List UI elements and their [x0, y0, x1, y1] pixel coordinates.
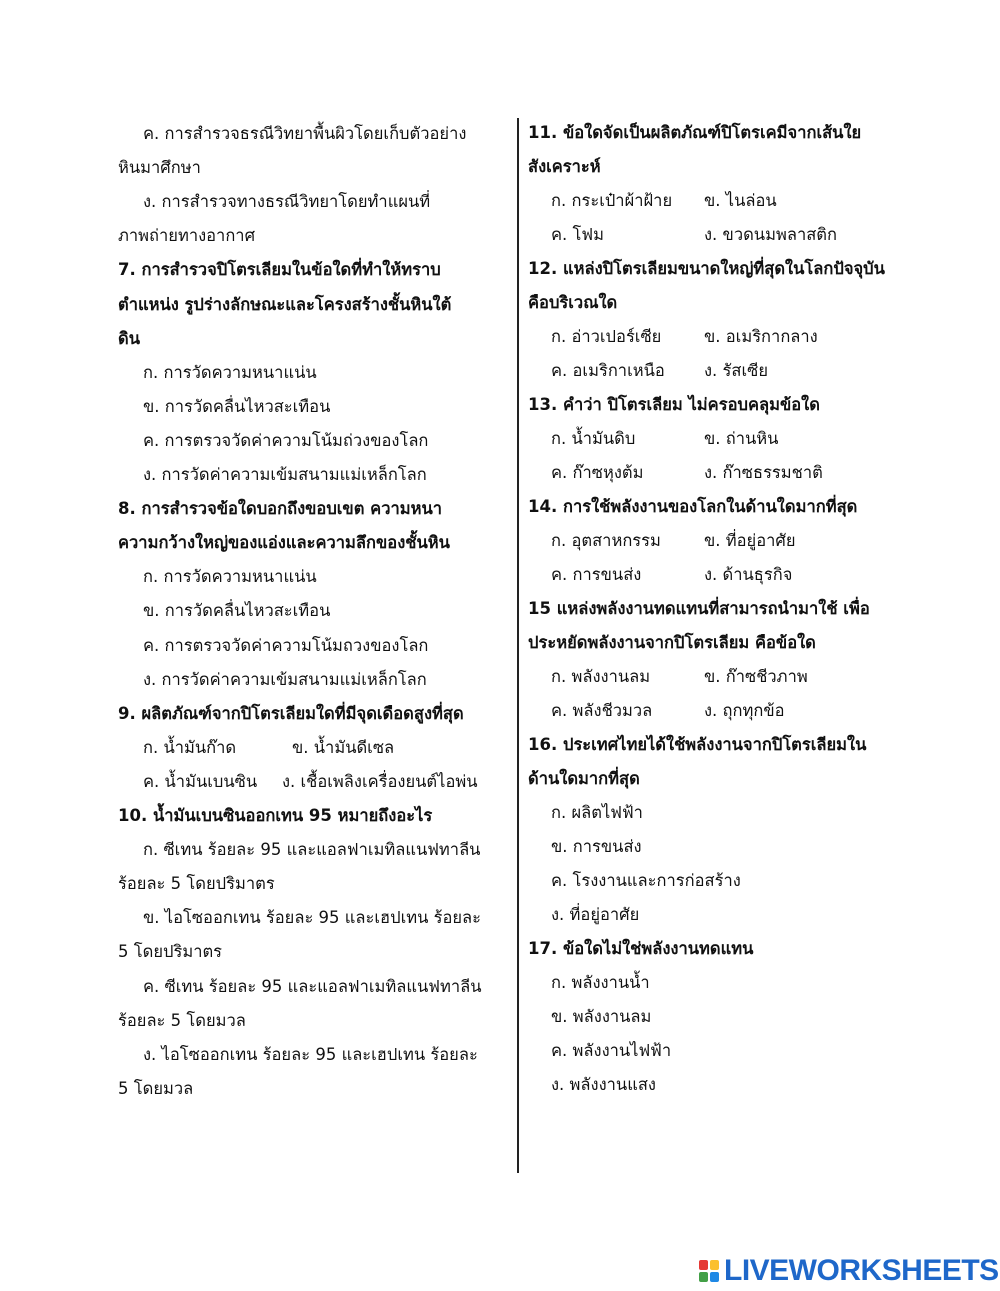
answer-option: ค. พลังงานไฟฟ้า — [551, 1041, 672, 1060]
answer-option: ง. ที่อยู่อาศัย — [551, 905, 640, 924]
question-text: 12. แหล่งปิโตรเลียมขนาดใหญ่ที่สุดในโลกปัจจุบัน — [528, 259, 885, 278]
answer-option: ก. ผลิตไฟฟ้า — [551, 803, 643, 822]
question-text: ด้านใดมากที่สุด — [528, 769, 640, 788]
answer-option: ข. ก๊าซชีวภาพ — [704, 667, 808, 686]
question-text: 16. ประเทศไทยได้ใช้พลังงานจากปิโตรเลียมใน — [528, 735, 867, 754]
brand-name: LIVEWORKSHEETS — [724, 1254, 999, 1287]
column-divider — [517, 118, 519, 1173]
answer-option: ค. การขนส่ง — [551, 565, 642, 584]
answer-option: ข. อเมริกากลาง — [704, 327, 818, 346]
answer-option: ค. การสำรวจธรณีวิทยาพื้นผิวโดยเก็บตัวอย่าง — [143, 124, 467, 143]
answer-option: ง. การสำรวจทางธรณีวิทยาโดยทำแผนที่ — [143, 192, 431, 212]
answer-option: ก. น้ำมันดิบ — [551, 429, 636, 448]
answer-option: ก. พลังงานน้ำ — [551, 973, 650, 992]
question-text: คือบริเวณใด — [528, 293, 618, 312]
answer-option: ข. การขนส่ง — [551, 837, 642, 856]
question-text: 9. ผลิตภัณฑ์จากปิโตรเลียมใดที่มีจุดเดือดสูงที่สุด — [118, 703, 464, 723]
answer-option: ก. ซีเทน ร้อยละ 95 และแอลฟาเมทิลแนฟทาลีน — [143, 840, 481, 860]
question-text: 7. การสำรวจปิโตรเลียมในข้อใดที่ทำให้ทราบ — [118, 260, 441, 280]
answer-option: ก. อ่าวเปอร์เซีย — [551, 327, 662, 346]
answer-option: ค. พลังชีวมวล — [551, 701, 653, 720]
question-text: 15 แหล่งพลังงานทดแทนที่สามารถนำมาใช้ เพื่อ — [528, 599, 870, 618]
answer-option: ง. เชื้อเพลิงเครื่องยนต์ไอพ่น — [282, 771, 478, 791]
answer-option: ข. ไอโซออกเทน ร้อยละ 95 และเฮปเทน ร้อยละ — [143, 908, 482, 928]
answer-option: ง. พลังงานแสง — [551, 1075, 656, 1094]
answer-option: ค. น้ำมันเบนซิน — [143, 771, 258, 791]
answer-option: ค. ซีเทน ร้อยละ 95 และแอลฟาเมทิลแนฟทาลีน — [143, 976, 482, 996]
answer-option: ข. ที่อยู่อาศัย — [704, 531, 796, 550]
answer-option: ง. ไอโซออกเทน ร้อยละ 95 และเฮปเทน ร้อยละ — [143, 1044, 478, 1064]
answer-option: ข. ถ่านหิน — [704, 429, 779, 448]
question-text: 11. ข้อใดจัดเป็นผลิตภัณฑ์ปิโตรเคมีจากเส้นใย — [528, 123, 862, 142]
text-line: 5 โดยมวล — [118, 1078, 194, 1098]
question-text: สังเคราะห์ — [528, 157, 601, 176]
text-line: หินมาศึกษา — [118, 158, 201, 178]
text-line: ภาพถ่ายทางอากาศ — [118, 226, 256, 246]
question-text: ตำแหน่ง รูปร่างลักษณะและโครงสร้างชั้นหินใต้ — [118, 294, 452, 314]
question-text: 10. น้ำมันเบนซินออกเทน 95 หมายถึงอะไร — [118, 806, 433, 825]
question-text: 8. การสำรวจข้อใดบอกถึงขอบเขต ความหนา — [118, 499, 443, 519]
question-text: ความกว้างใหญ่ของแอ่งและความลึกของชั้นหิน — [118, 533, 450, 553]
answer-option: ง. ถุกทุกข้อ — [704, 701, 785, 720]
answer-option: ง. การวัดค่าความเข้มสนามแม่เหล็กโลก — [143, 669, 427, 689]
text-line: ร้อยละ 5 โดยปริมาตร — [118, 874, 275, 894]
answer-option: ค. โฟม — [551, 225, 604, 244]
answer-option: ก. พลังงานลม — [551, 667, 651, 686]
question-text: 14. การใช้พลังงานของโลกในด้านใดมากที่สุด — [528, 497, 858, 516]
question-text: ประหยัดพลังงานจากปิโตรเลียม คือข้อใด — [528, 633, 816, 652]
answer-option: ข. การวัดคลื่นไหวสะเทือน — [143, 396, 331, 416]
answer-option: ง. รัสเซีย — [704, 361, 768, 380]
answer-option: ค. อเมริกาเหนือ — [551, 361, 665, 380]
answer-option: ก. อุตสาหกรรม — [551, 531, 661, 550]
answer-option: ข. น้ำมันดีเซล — [292, 737, 395, 757]
question-text: 13. คำว่า ปิโตรเลียม ไม่ครอบคลุมข้อใด — [528, 395, 820, 414]
footer-logo[interactable] — [697, 1254, 999, 1288]
answer-option: ก. การวัดความหนาแน่น — [143, 362, 317, 382]
answer-option: ง. ด้านธุรกิจ — [704, 565, 793, 584]
question-text: 17. ข้อใดไม่ใช่พลังงานทดแทน — [528, 939, 754, 958]
answer-option: ง. ขวดนมพลาสติก — [704, 225, 837, 244]
answer-option: ข. พลังงานลม — [551, 1007, 652, 1026]
answer-option: ค. การตรวจวัดค่าความโน้มถวงของโลก — [143, 635, 429, 655]
text-line: ร้อยละ 5 โดยมวล — [118, 1010, 246, 1030]
answer-option: ก. กระเป๋าผ้าฝ้าย — [551, 191, 673, 210]
text-line: 5 โดยปริมาตร — [118, 942, 223, 962]
answer-option: ค. ก๊าซหุงต้ม — [551, 463, 644, 482]
answer-option: ก. น้ำมันก๊าด — [143, 737, 237, 757]
liveworksheets-logo-icon — [697, 1258, 721, 1284]
answer-option: ง. การวัดค่าความเข้มสนามแม่เหล็กโลก — [143, 465, 427, 484]
answer-option: ข. การวัดคลื่นไหวสะเทือน — [143, 601, 331, 621]
answer-option: ง. ก๊าซธรรมชาติ — [704, 463, 823, 482]
answer-option: ก. การวัดความหนาแน่น — [143, 567, 317, 587]
question-text: ดิน — [118, 328, 140, 348]
answer-option: ข. ไนล่อน — [704, 191, 777, 210]
answer-option: ค. โรงงานและการก่อสร้าง — [551, 871, 741, 890]
answer-option: ค. การตรวจวัดค่าความโน้มถ่วงของโลก — [143, 430, 429, 450]
